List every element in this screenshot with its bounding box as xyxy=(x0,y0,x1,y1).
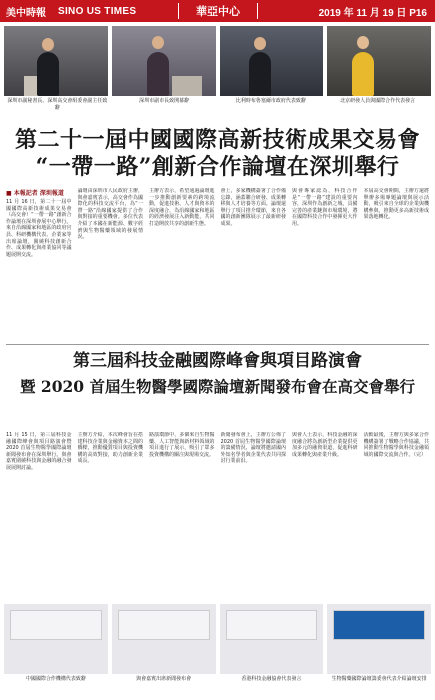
article-1-column xyxy=(78,188,144,340)
date-page: 2019 年 11 月 19 日 P16 xyxy=(318,7,427,19)
article-1-column xyxy=(6,188,72,340)
paper-logo: 美中時報 xyxy=(6,7,46,19)
headline-1-line-2: “一帶一路”創新合作論壇在深圳舉行 xyxy=(35,154,400,180)
headline-2-line-2: 暨 2020 首屆生物醫學國際論壇新聞發布會在高交會舉行 xyxy=(20,377,415,396)
section-divider xyxy=(6,344,429,345)
article-2-text: 11 月 15 日，第三屆科技金融國際峰會與項目路演會暨 2020 首屆生物醫學國際論壇新聞發布會在深圳舉行。與會嘉賓圍繞科技與金融的融合發展展開討論。 xyxy=(6,432,72,471)
top-caption-2: 深圳市副市長致開幕辭 xyxy=(139,98,190,104)
article-2-column xyxy=(78,432,144,600)
top-photo-2 xyxy=(112,26,216,96)
article-1-column xyxy=(292,188,358,340)
top-photo-4 xyxy=(327,26,431,96)
article-2-text: 路演環節中，多個來自生物醫藥、人工智能與新材料領域的項目進行了展示，吸引了眾多投資機構的關注與現場交流。 xyxy=(149,432,215,458)
headline-1-line-1: 第二十一屆中國國際高新技術成果交易會 xyxy=(14,127,420,153)
paper-english-name: SINO US TIMES xyxy=(58,5,137,17)
article-1-byline: ■ 本報記者 深圳報道 xyxy=(6,190,64,197)
article-2-column xyxy=(6,432,72,600)
bottom-photo-4 xyxy=(327,604,431,674)
top-photo-1 xyxy=(4,26,108,96)
article-2-column xyxy=(149,432,215,600)
article-1-text: 會上，多家機構簽署了合作備忘錄，涵蓋聯合研發、成果轉移與人才培養等方面。論壇還舉行了項目推介環節，來自各國的創新團隊展示了最新研發成果。 xyxy=(220,188,286,227)
article-2-column xyxy=(221,432,287,600)
article-1-text: 主辦方表示，希望通過論壇進一步推動創新要素的跨境流動，促進技術、人才與資本的深度融合，為沿線國家和地區的經濟發展注入新動能，共同打造開放共享的創新生態。 xyxy=(149,188,215,227)
top-caption-1: 深圳市副秘書長、深圳高交會組委會副主任致辭 xyxy=(7,98,108,111)
top-caption-4: 北京研發人員與國際合作代表發言 xyxy=(340,98,416,104)
article-2-column xyxy=(364,432,430,600)
bottom-photo-3 xyxy=(220,604,324,674)
masthead xyxy=(0,0,435,22)
article-1-text: 與會專家認為，科技合作是“一帶一路”建設的重要內容，深圳作為創新之城，具備完善的產業鏈與市場環境，將在國際科技合作中發揮更大作用。 xyxy=(292,188,358,227)
section-name: 華亞中心 xyxy=(178,3,258,19)
bottom-caption-1: 中國國際合作機構代表致辭 xyxy=(25,676,86,682)
article-2-text: 新聞發布會上，主辦方公佈了 2020 首屆生物醫學國際論壇的籌備情況，論壇將邀請國內外知名學者與企業代表共同探討行業前沿。 xyxy=(220,432,286,465)
bottom-captions xyxy=(4,676,431,698)
article-1 xyxy=(6,188,429,340)
bottom-caption-3: 香港科技金融協會代表發言 xyxy=(241,676,302,682)
article-2-text: 與會人士表示，科技金融的深度融合將為創新型企業提供更加多元的融資渠道，促進科研成果轉化與產業升級。 xyxy=(292,432,358,458)
article-1-column xyxy=(149,188,215,340)
article-1-text: 論壇由深圳市人民政府主辦，與會嘉賓表示，高交會作為國際化的科技交流平台，為“一帶一路”沿線國家提供了合作與對接的重要機會。多位代表介紹了本國在新能源、數字經濟與生物醫藥領域的發展情況。 xyxy=(77,188,143,241)
article-2 xyxy=(6,432,429,600)
bottom-photo-1 xyxy=(4,604,108,674)
top-captions xyxy=(0,98,435,124)
article-2-text: 活動最後，主辦方與多家合作機構簽署了戰略合作協議，共同推動生物醫學與科技金融領域的國際交流與合作。（完） xyxy=(363,432,429,458)
top-caption-3: 比利時布魯塞爾市政府代表致辭 xyxy=(235,98,306,104)
article-1-column xyxy=(221,188,287,340)
top-photo-3 xyxy=(220,26,324,96)
bottom-caption-4: 生物醫藥國際論壇籌委會代表介紹論壇安排 xyxy=(331,676,427,682)
article-2-column xyxy=(292,432,358,600)
article-1-text: 11 月 16 日，第二十一屆中國國際高新技術成果交易會（高交會）“一帶一路”創新合作論壇在深圳會展中心舉行。來自沿線國家和地區的政府官員、科研機構代表、企業家等出席論壇，圍繞科技創新合作、成果轉化與產業協同等議題展開交流。 xyxy=(6,199,72,258)
bottom-photo-row xyxy=(4,604,431,674)
headline-2-line-1: 第三屆科技金融國際峰會與項目路演會 xyxy=(73,351,362,371)
article-2-text: 主辦方介紹，本次峰會旨在搭建科技企業與金融資本之間的橋樑，推動優質項目與投資機構的高效對接，助力創新企業成長。 xyxy=(77,432,143,465)
article-1-text: 本屆高交會期間，主辦方還將舉辦多場專題論壇與展示活動，吸引來自全球的企業與機構參與，推動更多高新技術成果落地轉化。 xyxy=(363,188,429,221)
bottom-photo-2 xyxy=(112,604,216,674)
top-photo-row xyxy=(0,26,435,96)
bottom-caption-2: 與會嘉賓出席新聞發布會 xyxy=(136,676,192,682)
article-1-column xyxy=(364,188,430,340)
